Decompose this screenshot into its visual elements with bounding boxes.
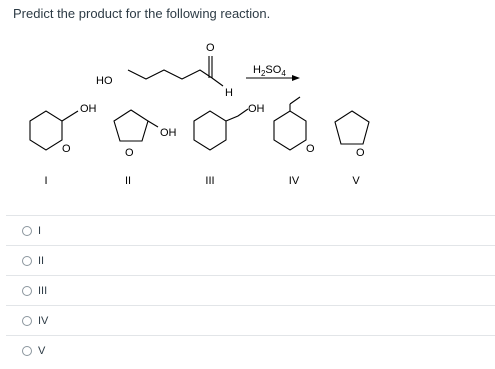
reactant-o-label: O	[206, 42, 215, 54]
radio-button[interactable]	[22, 256, 32, 266]
question-text: Predict the product for the following reaction.	[13, 6, 271, 21]
numeral-5: V	[352, 175, 360, 187]
product-2-oh-label: OH	[160, 127, 177, 139]
radio-button[interactable]	[22, 286, 32, 296]
product-1-o-label: O	[62, 143, 71, 155]
product-3-oh-label: OH	[248, 103, 265, 115]
answer-label: III	[38, 284, 48, 297]
product-1-ring	[30, 111, 62, 150]
answer-option-3[interactable]	[6, 275, 495, 305]
answer-label: I	[38, 224, 42, 237]
numeral-4: IV	[288, 175, 300, 187]
answer-option-1[interactable]	[6, 215, 495, 245]
numeral-3: III	[205, 175, 215, 187]
radio-button[interactable]	[22, 346, 32, 356]
radio-button[interactable]	[22, 316, 32, 326]
reagent-label: $H_2SO_4$	[253, 64, 286, 78]
answer-option-2[interactable]	[6, 245, 495, 275]
answer-label: V	[38, 344, 46, 357]
product-5-o-label: O	[356, 147, 365, 159]
product-1-oh-label: OH	[80, 103, 97, 115]
answer-option-5[interactable]	[6, 335, 495, 365]
product-5-ring	[335, 111, 369, 144]
product-2-ring	[114, 110, 148, 141]
answer-option-4[interactable]	[6, 305, 495, 335]
product-4-ring	[274, 111, 306, 150]
reactant-chain	[128, 70, 212, 79]
reactant-ho-label: HO	[96, 75, 113, 87]
answer-list	[0, 215, 495, 365]
product-3-ring	[194, 111, 226, 150]
product-4-o-label: O	[306, 143, 315, 155]
radio-button[interactable]	[22, 226, 32, 236]
answer-label: II	[38, 254, 45, 267]
numeral-1: I	[44, 175, 48, 187]
numeral-2: II	[124, 175, 132, 187]
answer-label: IV	[38, 314, 49, 327]
product-2-o-label: O	[125, 147, 134, 159]
reactant-h-label: H	[225, 87, 233, 99]
